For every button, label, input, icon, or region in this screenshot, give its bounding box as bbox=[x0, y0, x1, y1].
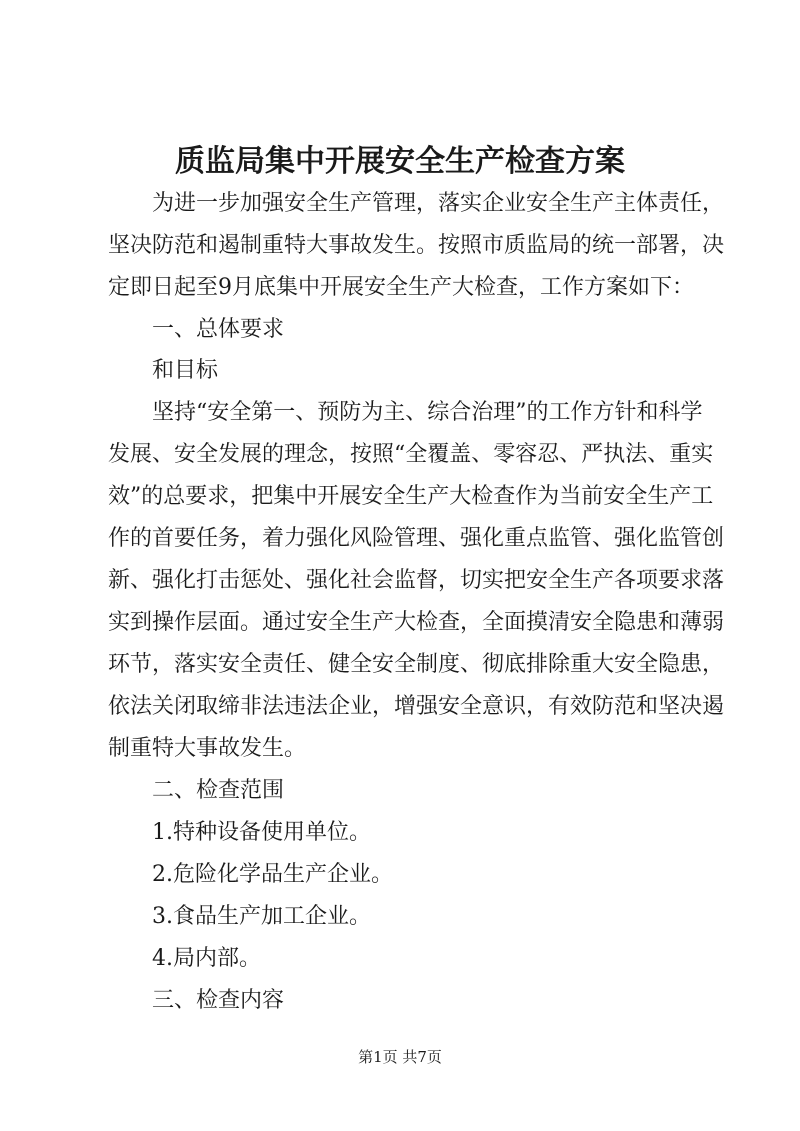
list-item: 1.特种设备使用单位。 bbox=[108, 820, 371, 845]
body-line: 新、强化打击惩处、强化社会监督，切实把安全生产各项要求落 bbox=[108, 568, 725, 593]
page-number: 第1页 共7页 bbox=[358, 1048, 442, 1066]
body-line: 实到操作层面。通过安全生产大检查，全面摸清安全隐患和薄弱 bbox=[108, 610, 725, 635]
body-line: 制重特大事故发生。 bbox=[108, 736, 307, 761]
list-item: 3.食品生产加工企业。 bbox=[108, 904, 371, 929]
body-line: 坚持“安全第一、预防为主、综合治理”的工作方针和科学 bbox=[108, 400, 703, 425]
section-heading: 三、检查内容 bbox=[108, 988, 285, 1013]
section-heading-continued: 和目标 bbox=[108, 358, 219, 383]
document-title: 质监局集中开展安全生产检查方案 bbox=[175, 144, 625, 179]
section-heading: 一、总体要求 bbox=[108, 317, 285, 342]
body-line: 定即日起至9月底集中开展安全生产大检查，工作方案如下： bbox=[108, 275, 694, 300]
section-heading: 二、检查范围 bbox=[108, 778, 285, 803]
body-line: 作的首要任务，着力强化风险管理、强化重点监管、强化监管创 bbox=[108, 526, 725, 551]
list-item: 4.局内部。 bbox=[108, 946, 261, 971]
body-line: 效”的总要求，把集中开展安全生产大检查作为当前安全生产工 bbox=[108, 484, 714, 509]
body-line: 坚决防范和遏制重特大事故发生。按照市质监局的统一部署，决 bbox=[108, 233, 725, 258]
body-line: 发展、安全发展的理念，按照“全覆盖、零容忍、严执法、重实 bbox=[108, 442, 714, 467]
body-line: 环节，落实安全责任、健全安全制度、彻底排除重大安全隐患， bbox=[108, 652, 725, 677]
body-line: 依法关闭取缔非法违法企业，增强安全意识，有效防范和坚决遏 bbox=[108, 694, 725, 719]
body-line: 为进一步加强安全生产管理，落实企业安全生产主体责任， bbox=[108, 191, 725, 216]
list-item: 2.危险化学品生产企业。 bbox=[108, 862, 393, 887]
